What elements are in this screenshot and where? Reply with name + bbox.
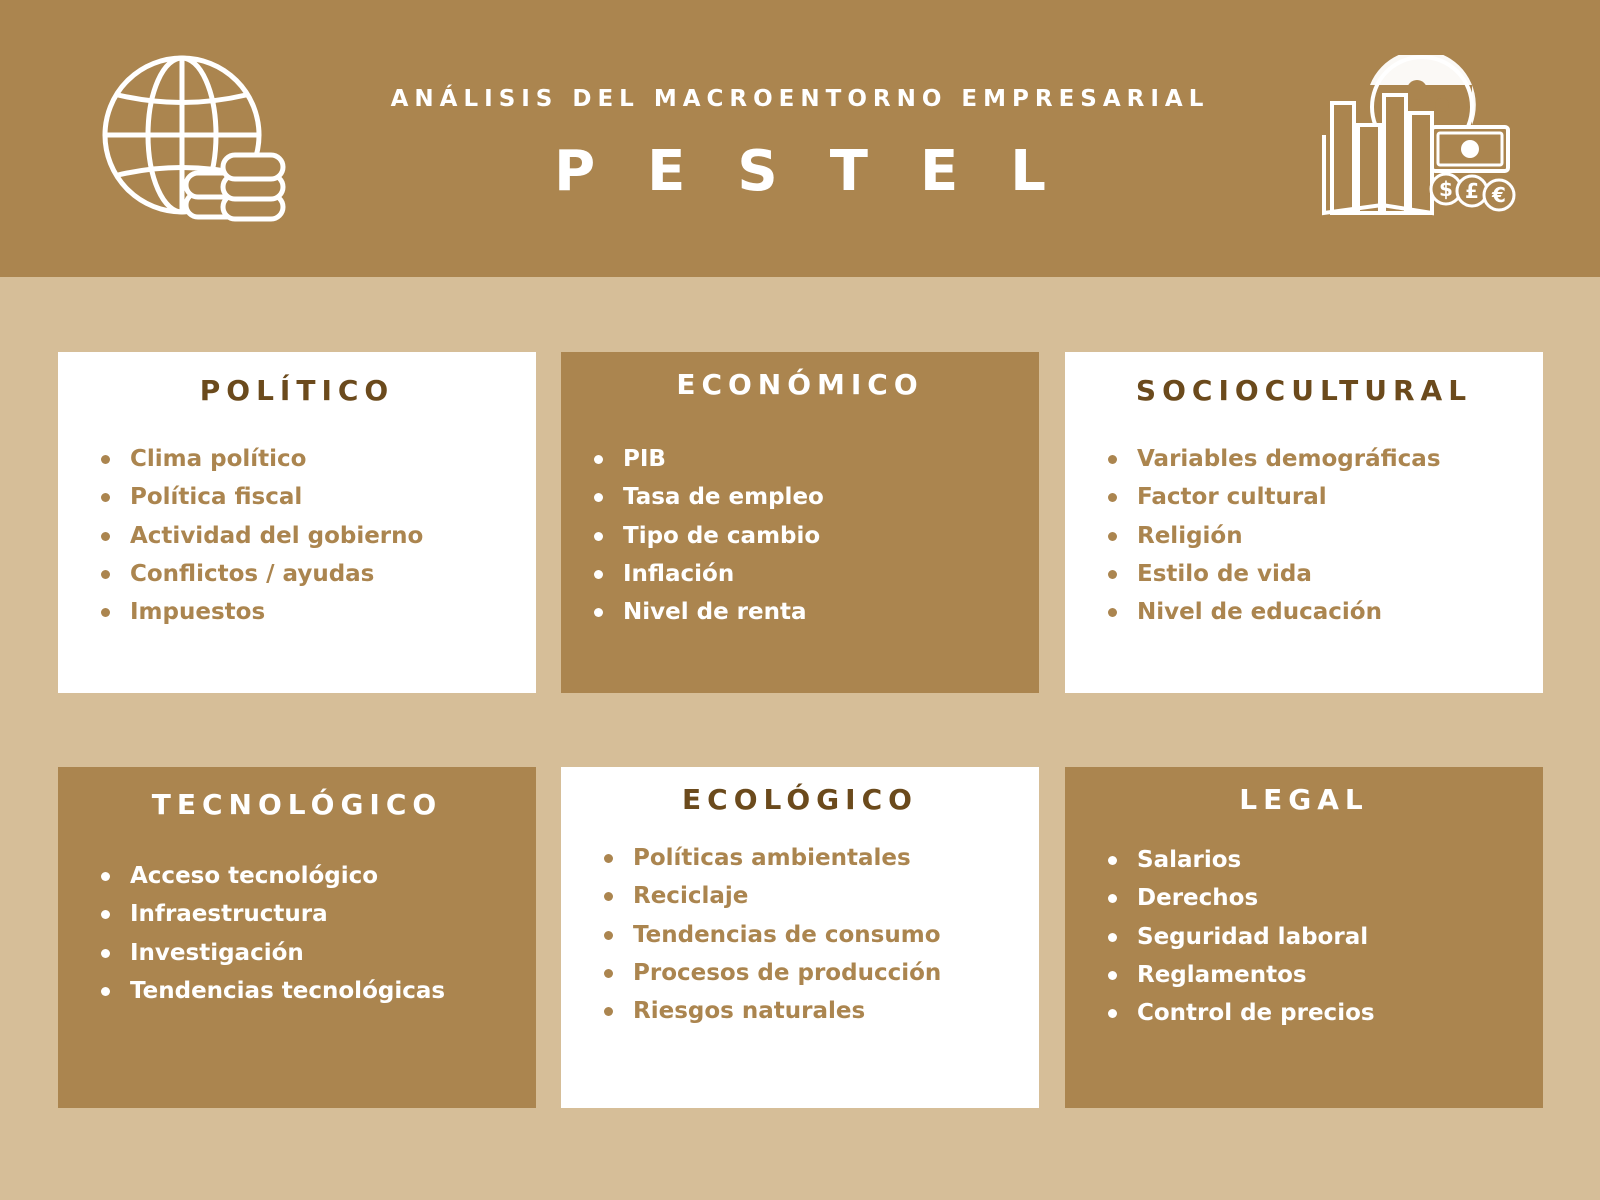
list-item: [1107, 517, 1441, 555]
bullet-icon: [1108, 856, 1117, 865]
bullet-icon: [594, 532, 603, 541]
list-item: [100, 440, 423, 478]
svg-text:$: $: [1439, 177, 1453, 201]
item-list: [1107, 440, 1441, 631]
list-item-label: Acceso tecnológico: [130, 863, 379, 889]
list-item: [1107, 593, 1441, 631]
list-item: [593, 478, 824, 516]
card-title: ECOLÓGICO: [682, 783, 918, 816]
list-item-label: Seguridad laboral: [1137, 923, 1369, 950]
bullet-icon: [101, 455, 110, 464]
bullet-icon: [1108, 894, 1117, 903]
list-item: [1107, 478, 1441, 516]
list-item-label: Inflación: [623, 560, 735, 587]
list-item: [1107, 994, 1375, 1032]
card-title: POLÍTICO: [199, 374, 395, 407]
list-item-label: Tendencias de consumo: [633, 921, 941, 948]
list-item-label: Políticas ambientales: [633, 845, 911, 871]
list-item-label: Religión: [1137, 522, 1243, 549]
list-item: [100, 934, 445, 972]
list-item: [100, 972, 445, 1010]
list-item: [603, 992, 941, 1030]
list-item-label: Actividad del gobierno: [130, 522, 424, 549]
bullet-icon: [594, 608, 603, 617]
list-item: [100, 555, 423, 593]
list-item-label: Salarios: [1137, 847, 1242, 873]
bullet-icon: [101, 949, 110, 958]
header-subtitle: ANÁLISIS DEL MACROENTORNO EMPRESARIAL: [390, 86, 1210, 112]
bullet-icon: [101, 910, 110, 919]
list-item: [1107, 440, 1441, 478]
list-item-label: Factor cultural: [1137, 484, 1327, 511]
list-item-label: Investigación: [130, 939, 304, 966]
list-item: [593, 517, 824, 555]
card-title: LEGAL: [1239, 783, 1369, 816]
list-item: [603, 916, 941, 954]
list-item: [593, 440, 824, 478]
bullet-icon: [101, 570, 110, 579]
bullet-icon: [1108, 1009, 1117, 1018]
bullet-icon: [594, 570, 603, 579]
list-item-label: Tendencias tecnológicas: [130, 977, 446, 1004]
bullet-icon: [101, 532, 110, 541]
card-ecologico: [561, 767, 1039, 1108]
bullet-icon: [604, 1007, 613, 1016]
list-item: [603, 954, 941, 992]
item-list: [100, 857, 445, 1010]
list-item-label: Nivel de educación: [1137, 599, 1382, 626]
card-politico: [58, 352, 536, 693]
bullet-icon: [1108, 570, 1117, 579]
list-item-label: Tipo de cambio: [623, 522, 821, 549]
list-item-label: Riesgos naturales: [633, 998, 866, 1025]
card-title: ECONÓMICO: [676, 368, 924, 401]
list-item-label: Política fiscal: [130, 484, 303, 511]
card-economico: [561, 352, 1039, 693]
bullet-icon: [594, 455, 603, 464]
list-item: [100, 517, 423, 555]
item-list: [593, 440, 824, 631]
bullet-icon: [604, 854, 613, 863]
list-item: [100, 478, 423, 516]
header-banner: [0, 0, 1600, 277]
card-sociocultural: [1065, 352, 1543, 693]
list-item: [1107, 555, 1441, 593]
list-item: [1107, 956, 1375, 994]
card-title: TECNOLÓGICO: [151, 788, 443, 821]
list-item: [603, 877, 941, 915]
svg-text:£: £: [1465, 179, 1479, 203]
list-item: [593, 555, 824, 593]
card-legal: [1065, 767, 1543, 1108]
bullet-icon: [1108, 493, 1117, 502]
item-list: [603, 839, 941, 1030]
finance-globe-chart-money-icon: [1322, 55, 1522, 225]
list-item-label: Tasa de empleo: [623, 484, 824, 511]
bullet-icon: [101, 987, 110, 996]
list-item-label: Procesos de producción: [633, 959, 942, 986]
list-item: [1107, 879, 1375, 917]
bullet-icon: [1108, 532, 1117, 541]
bullet-icon: [594, 493, 603, 502]
list-item-label: Nivel de renta: [623, 599, 807, 626]
list-item-label: Clima político: [130, 446, 307, 472]
list-item-label: Conflictos / ayudas: [130, 560, 375, 587]
bullet-icon: [1108, 971, 1117, 980]
list-item-label: PIB: [623, 446, 666, 472]
list-item-label: Reglamentos: [1137, 961, 1307, 988]
list-item-label: Control de precios: [1137, 1000, 1375, 1027]
list-item: [100, 857, 445, 895]
list-item: [1107, 841, 1375, 879]
list-item-label: Infraestructura: [130, 901, 328, 928]
list-item-label: Estilo de vida: [1137, 560, 1312, 587]
bullet-icon: [604, 892, 613, 901]
item-list: [100, 440, 423, 631]
bullet-icon: [101, 493, 110, 502]
list-item: [100, 895, 445, 933]
bullet-icon: [101, 608, 110, 617]
bullet-icon: [604, 931, 613, 940]
list-item: [1107, 918, 1375, 956]
bullet-icon: [1108, 608, 1117, 617]
list-item: [100, 593, 423, 631]
page-title: PESTEL: [554, 139, 1098, 204]
list-item-label: Reciclaje: [633, 883, 749, 910]
bullet-icon: [604, 969, 613, 978]
list-item: [603, 839, 941, 877]
list-item-label: Variables demográficas: [1137, 446, 1441, 472]
bullet-icon: [101, 872, 110, 881]
list-item-label: Impuestos: [130, 599, 266, 626]
list-item-label: Derechos: [1137, 885, 1259, 912]
card-title: SOCIOCULTURAL: [1135, 374, 1473, 407]
card-tecnologico: [58, 767, 536, 1108]
item-list: [1107, 841, 1375, 1032]
list-item: [593, 593, 824, 631]
bullet-icon: [1108, 455, 1117, 464]
bullet-icon: [1108, 933, 1117, 942]
svg-text:€: €: [1492, 183, 1506, 207]
